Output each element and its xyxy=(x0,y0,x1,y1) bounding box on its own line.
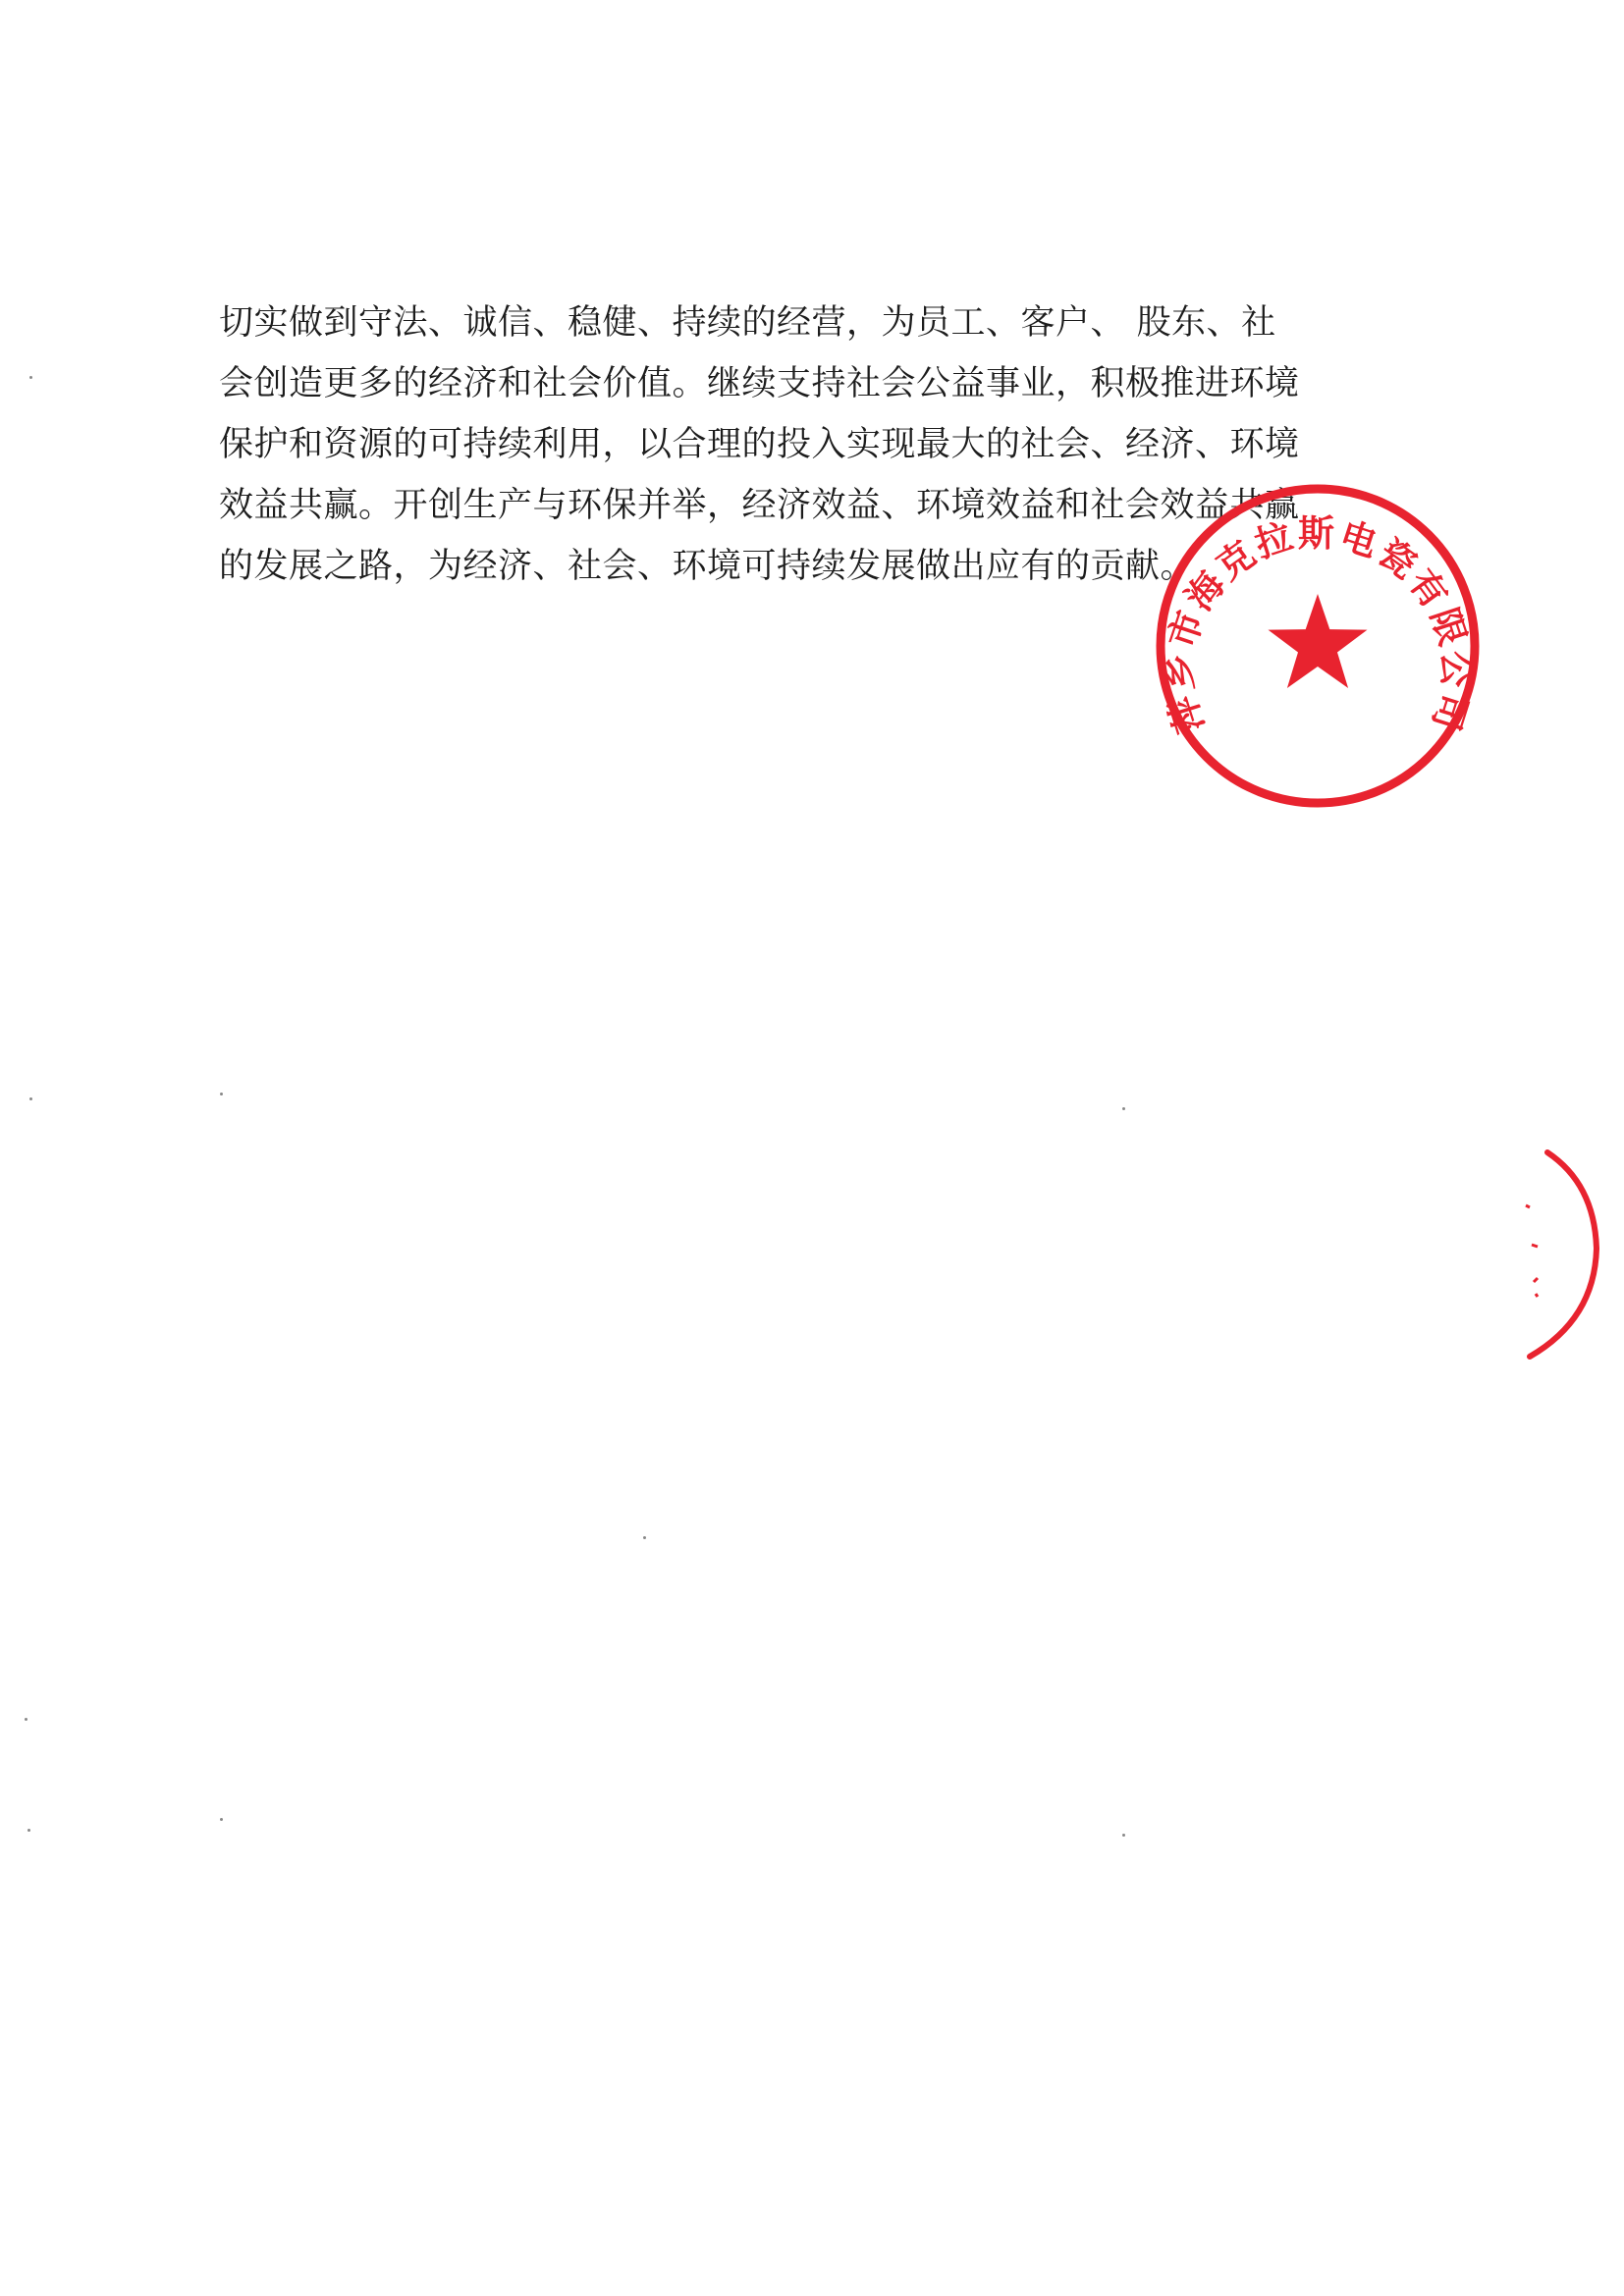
partial-seal xyxy=(1512,1147,1624,1362)
paragraph-line-3: 保护和资源的可持续利用，以合理的投入实现最大的社会、经济、环境 xyxy=(219,425,1300,464)
paragraph-line-5: 的发展之路，为经济、社会、环境可持续发展做出应有的贡献。 xyxy=(219,547,1196,586)
scan-speck xyxy=(220,1093,223,1095)
company-seal xyxy=(1151,479,1485,813)
paragraph-line-2: 会创造更多的经济和社会价值。继续支持社会公益事业，积极推进环境 xyxy=(219,364,1300,403)
scan-speck xyxy=(1122,1834,1125,1837)
partial-seal-mark xyxy=(1526,1205,1538,1297)
scan-speck xyxy=(220,1818,223,1821)
scan-speck xyxy=(643,1536,646,1539)
scan-speck xyxy=(25,1718,27,1721)
paragraph-line-1: 切实做到守法、诚信、稳健、持续的经营，为员工、客户、 股东、社 xyxy=(219,303,1276,343)
scan-speck xyxy=(1122,1107,1125,1110)
paragraph-line-4: 效益共赢。开创生产与环保并举，经济效益、环境效益和社会效益共赢 xyxy=(219,486,1300,525)
scan-speck xyxy=(29,376,32,379)
star-icon xyxy=(1269,594,1368,688)
scan-speck xyxy=(27,1829,30,1832)
partial-seal-arc xyxy=(1530,1152,1597,1357)
scan-speck xyxy=(29,1097,32,1100)
seal-text: 萍乡市海克拉斯电瓷有限公司 xyxy=(1157,511,1479,739)
